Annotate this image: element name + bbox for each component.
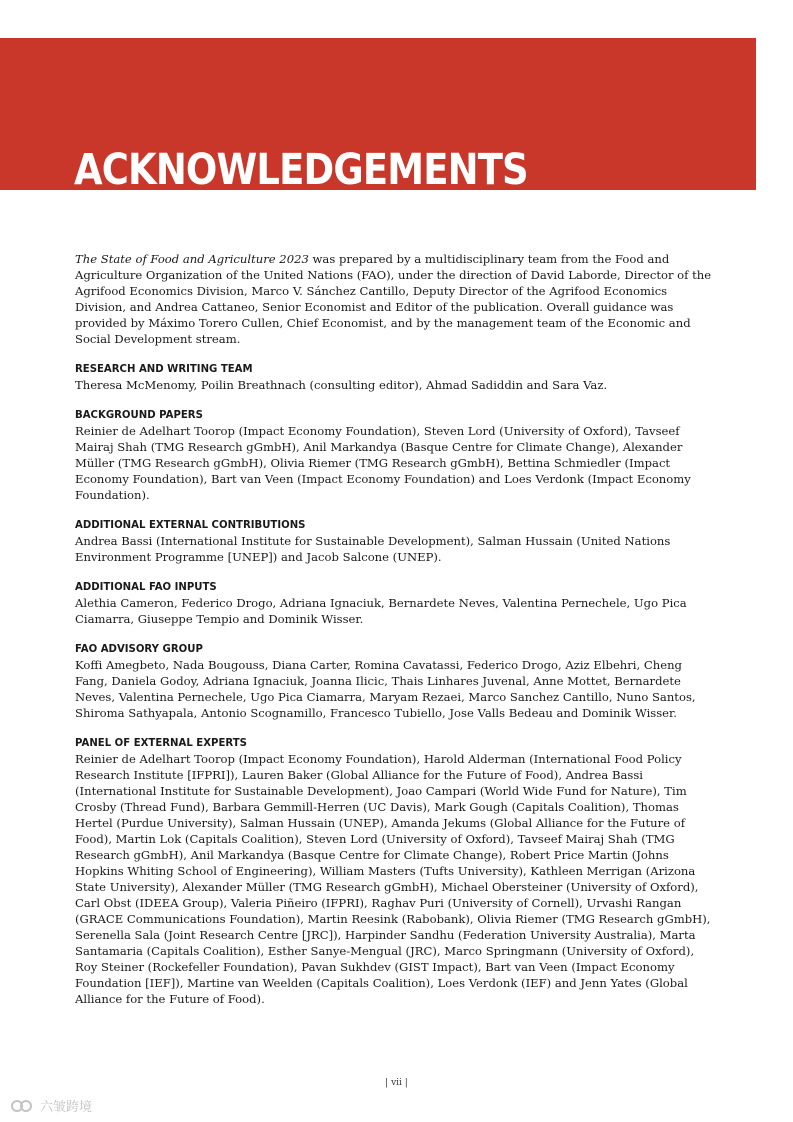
section-research-writing-team xyxy=(75,361,715,393)
section-heading: BACKGROUND PAPERS xyxy=(75,408,203,421)
section-panel-of-external-experts xyxy=(75,735,715,1007)
watermark xyxy=(10,1096,92,1115)
section-text: Koffi Amegbeto, Nada Bougouss, Diana Carter, Romina Cavatassi, Federico Drogo, Aziz Elbehri, Cheng Fang, Daniela Godoy, Adriana Ignaciuk, Joanna Ilicic, Thais Linhares Juvenal, Anne Mottet, Bernardete Neves, Valentina Pernechele, Ugo Pica Ciamarra, Maryam Rezaei, Marco Sanchez Cantillo, Nuno Santos, Shiroma Sathyapala, Antonio Scognamillo, Francesco Tubiello, Jose Valls Bedeau and Dominik Wisser. xyxy=(75,658,696,720)
section-heading: ADDITIONAL EXTERNAL CONTRIBUTIONS xyxy=(75,518,306,531)
section-heading: FAO ADVISORY GROUP xyxy=(75,642,203,655)
section-text: Reinier de Adelhart Toorop (Impact Economy Foundation), Steven Lord (University of Oxford), Tavseef Mairaj Shah (TMG Research gGmbH), Anil Markandya (Basque Centre for Climate Change), Alexander Müller (TMG Research gGmbH), Olivia Riemer (TMG Research gGmbH), Bettina Schmiedler (Impact Economy Foundation), Bart van Veen (Impact Economy Foundation) and Loes Verdonk (Impact Economy Foundation). xyxy=(75,424,691,502)
intro-text: was prepared by a multidisciplinary team from the Food and Agriculture Organization of the United Nations (FAO), under the direction of David Laborde, Director of the Agrifood Economics Division, Marco V. Sánchez Cantillo, Deputy Director of the Agrifood Economics Division, and Andrea Cattaneo, Senior Economist and Editor of the publication. Overall guidance was provided by Máximo Torero Cullen, Chief Economist, and by the management team of the Economic and Social Development stream. xyxy=(75,252,712,346)
watermark-logo-icon xyxy=(10,1098,34,1114)
section-heading: RESEARCH AND WRITING TEAM xyxy=(75,362,253,375)
intro-paragraph xyxy=(75,251,715,347)
acknowledgements-body xyxy=(75,251,715,1021)
section-text: Theresa McMenomy, Poilin Breathnach (consulting editor), Ahmad Sadiddin and Sara Vaz. xyxy=(75,378,608,392)
page-number: | vii | xyxy=(385,1078,408,1088)
watermark-text: 六皱跨境 xyxy=(40,1100,93,1115)
publication-title: The State of Food and Agriculture 2023 xyxy=(75,252,309,266)
section-additional-external-contributions xyxy=(75,517,715,565)
section-heading: PANEL OF EXTERNAL EXPERTS xyxy=(75,736,247,749)
section-fao-advisory-group xyxy=(75,641,715,721)
section-text: Reinier de Adelhart Toorop (Impact Economy Foundation), Harold Alderman (International Food Policy Research Institute [IFPRI]), Lauren Baker (Global Alliance for the Future of Food), Andrea Bassi (International Institute for Sustainable Development), Joao Campari (World Wide Fund for Nature), Tim Crosby (Thread Fund), Barbara Gemmill-Herren (UC Davis), Mark Gough (Capitals Coalition), Thomas Hertel (Purdue University), Salman Hussain (UNEP), Amanda Jekums (Global Alliance for the Future of Food), Martin Lok (Capitals Coalition), Steven Lord (University of Oxford), Tavseef Mairaj Shah (TMG Research gGmbH), Anil Markandya (Basque Centre for Climate Change), Robert Price Martin (Johns Hopkins Whiting School of Engineering), William Masters (Tufts University), Kathleen Merrigan (Arizona State University), Alexander Müller (TMG Research gGmbH), Michael Obersteiner (University of Oxford), Carl Obst (IDEEA Group), Valeria Piñeiro (IFPRI), Raghav Puri (University of Cornell), Urvashi Rangan (GRACE Communications Foundation), Martin Reesink (Rabobank), Olivia Riemer (TMG Research gGmbH), Serenella Sala (Joint Research Centre [JRC]), Harpinder Sandhu (Federation University Australia), Marta Santamaria (Capitals Coalition), Esther Sanye-Mengual (JRC), Marco Springmann (University of Oxford), Roy Steiner (Rockefeller Foundation), Pavan Sukhdev (GIST Impact), Bart van Veen (Impact Economy Foundation [IEF]), Martine van Weelden (Capitals Coalition), Loes Verdonk (IEF) and Jenn Yates (Global Alliance for the Future of Food). xyxy=(75,752,711,1006)
section-heading: ADDITIONAL FAO INPUTS xyxy=(75,580,217,593)
section-additional-fao-inputs xyxy=(75,579,715,627)
section-text: Alethia Cameron, Federico Drogo, Adriana Ignaciuk, Bernardete Neves, Valentina Pernechele, Ugo Pica Ciamarra, Giuseppe Tempio and Dominik Wisser. xyxy=(75,596,687,626)
page-title: ACKNOWLEDGEMENTS xyxy=(74,145,528,195)
section-background-papers xyxy=(75,407,715,503)
section-text: Andrea Bassi (International Institute for Sustainable Development), Salman Hussain (United Nations Environment Programme [UNEP]) and Jacob Salcone (UNEP). xyxy=(75,534,671,564)
